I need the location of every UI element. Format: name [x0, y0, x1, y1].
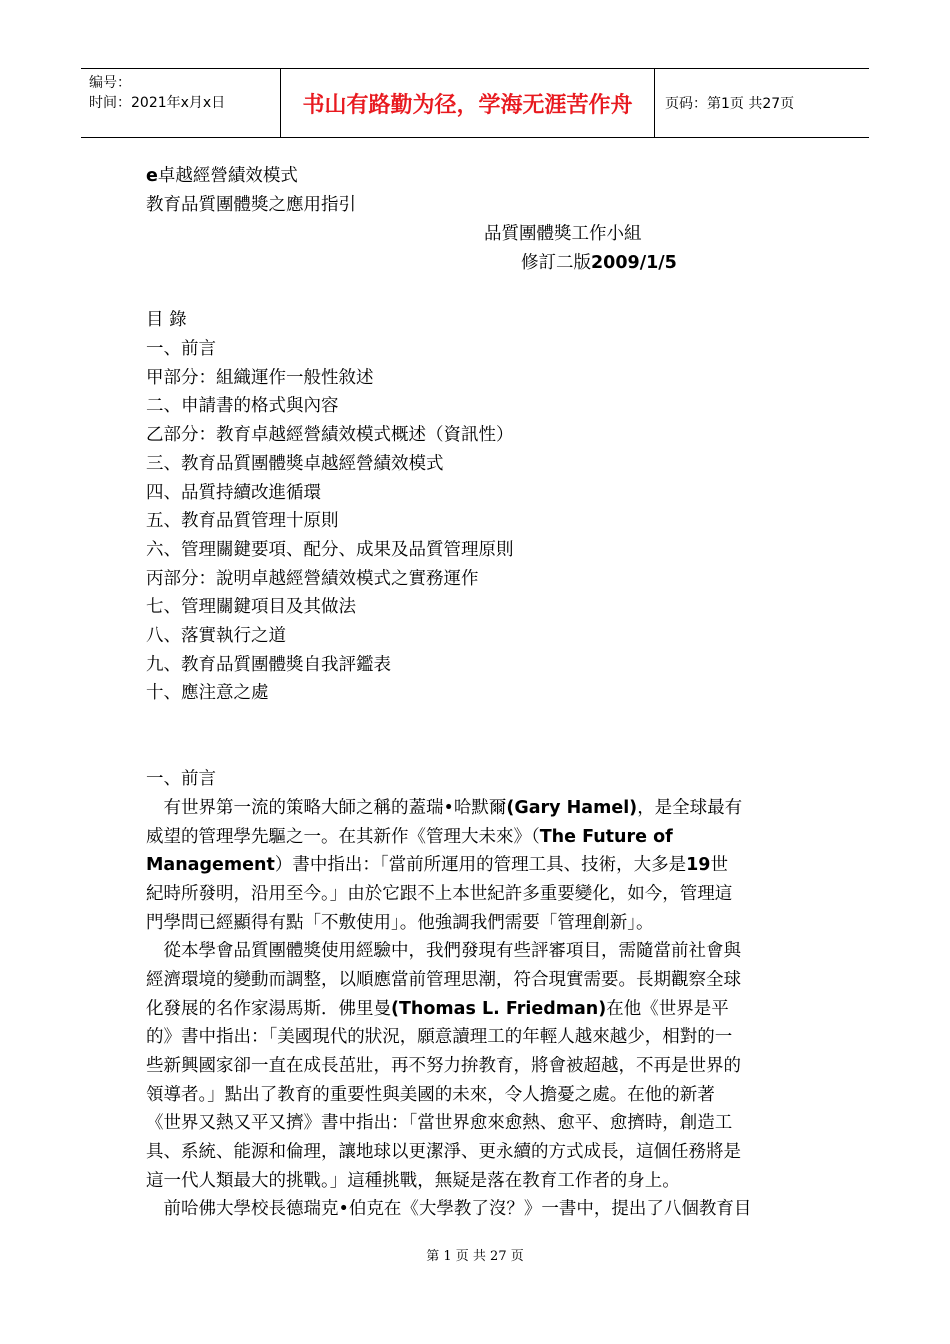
paragraph-line: 有世界第一流的策略大師之稱的蓋瑞•哈默爾(Gary Hamel)，是全球最有: [146, 798, 743, 818]
paragraph-line: 具、系統、能源和倫理，讓地球以更潔淨、更永續的方式成長，這個任務將是: [146, 1142, 741, 1162]
paragraph-line: 些新興國家卻一直在成長茁壯，再不努力拚教育，將會被超越，不再是世界的: [146, 1056, 741, 1076]
paragraph-line: 領導者。」點出了教育的重要性與美國的未來，令人擔憂之處。在他的新著: [146, 1085, 715, 1105]
header-motto: 书山有路勤为径，学海无涯苦作舟: [281, 69, 655, 137]
toc-item: 九、教育品質團體獎自我評鑑表: [146, 654, 391, 675]
paragraph-line: 《世界又熱又平又擠》書中指出：「當世界愈來愈熱、愈平、愈擠時，創造工: [146, 1113, 733, 1133]
toc-item: 十、應注意之處: [146, 683, 269, 704]
toc-heading: 目 錄: [146, 310, 187, 330]
paragraph-line: 這一代人類最大的挑戰。」這種挑戰，無疑是落在教育工作者的身上。: [146, 1171, 680, 1191]
paragraph-line: 門學問已經顯得有點「不敷使用」。他強調我們需要「管理創新」。: [146, 913, 654, 933]
doc-group: 品質團體獎工作小組: [484, 224, 642, 244]
paragraph-line: Management）書中指出：「當前所運用的管理工具、技術，大多是19世: [146, 855, 728, 875]
toc-item: 一、前言: [146, 339, 216, 359]
toc-item: 六、管理關鍵要項、配分、成果及品質管理原則: [146, 539, 514, 560]
toc-item: 丙部分：說明卓越經營績效模式之實務運作: [146, 568, 479, 589]
doc-subtitle: 教育品質團體獎之應用指引: [146, 195, 356, 215]
time-label: 时间：2021年x月x日: [89, 95, 226, 111]
page-footer: 第 1 页 共 27 页: [426, 1249, 524, 1264]
paragraph-line: 的》書中指出：「美國現代的狀況，願意讀理工的年輕人越來越少，相對的一: [146, 1027, 733, 1047]
paragraph-line: 經濟環境的變動而調整，以順應當前管理思潮，符合現實需要。長期觀察全球: [146, 970, 741, 990]
toc-item: 四、品質持續改進循環: [146, 482, 321, 503]
toc-item: 七、管理關鍵項目及其做法: [146, 597, 356, 618]
page-header: [81, 68, 869, 138]
revision-label: 修訂二版: [521, 253, 591, 273]
doc-revision: [521, 251, 677, 275]
toc-item: 五、教育品質管理十原則: [146, 511, 339, 532]
paragraph-line: 威望的管理學先驅之一。在其新作《管理大未來》（The Future of: [146, 827, 673, 847]
paragraph-line: 前哈佛大學校長德瑞克•伯克在《大學教了沒？》一書中，提出了八個教育目: [146, 1199, 752, 1219]
paragraph-line: 從本學會品質團體獎使用經驗中，我們發現有些評審項目，需隨當前社會與: [146, 941, 741, 961]
header-meta: [81, 69, 281, 137]
toc-item: 八、落實執行之道: [146, 626, 286, 646]
toc-item: 乙部分：教育卓越經營績效模式概述（資訊性）: [146, 425, 514, 446]
revision-date: 2009/1/5: [591, 253, 677, 273]
section-heading: 一、前言: [146, 769, 216, 789]
header-page-info: 页码：第1页 共27页: [665, 96, 795, 112]
toc-item: 甲部分：組織運作一般性敘述: [146, 367, 374, 388]
toc-item: 三、教育品質團體獎卓越經營績效模式: [146, 453, 444, 474]
toc-item: 二、申請書的格式與內容: [146, 396, 339, 417]
paragraph-line: 紀時所發明，沿用至今。」由於它跟不上本世紀許多重要變化，如今，管理這: [146, 884, 733, 904]
doc-title: [146, 164, 298, 188]
number-label: 编号：: [89, 75, 131, 91]
doc-title-rest: 卓越經營績效模式: [157, 166, 298, 186]
paragraph-line: 化發展的名作家湯馬斯．佛里曼(Thomas L. Friedman)在他《世界是平: [146, 999, 729, 1019]
doc-title-prefix: e: [146, 166, 158, 186]
